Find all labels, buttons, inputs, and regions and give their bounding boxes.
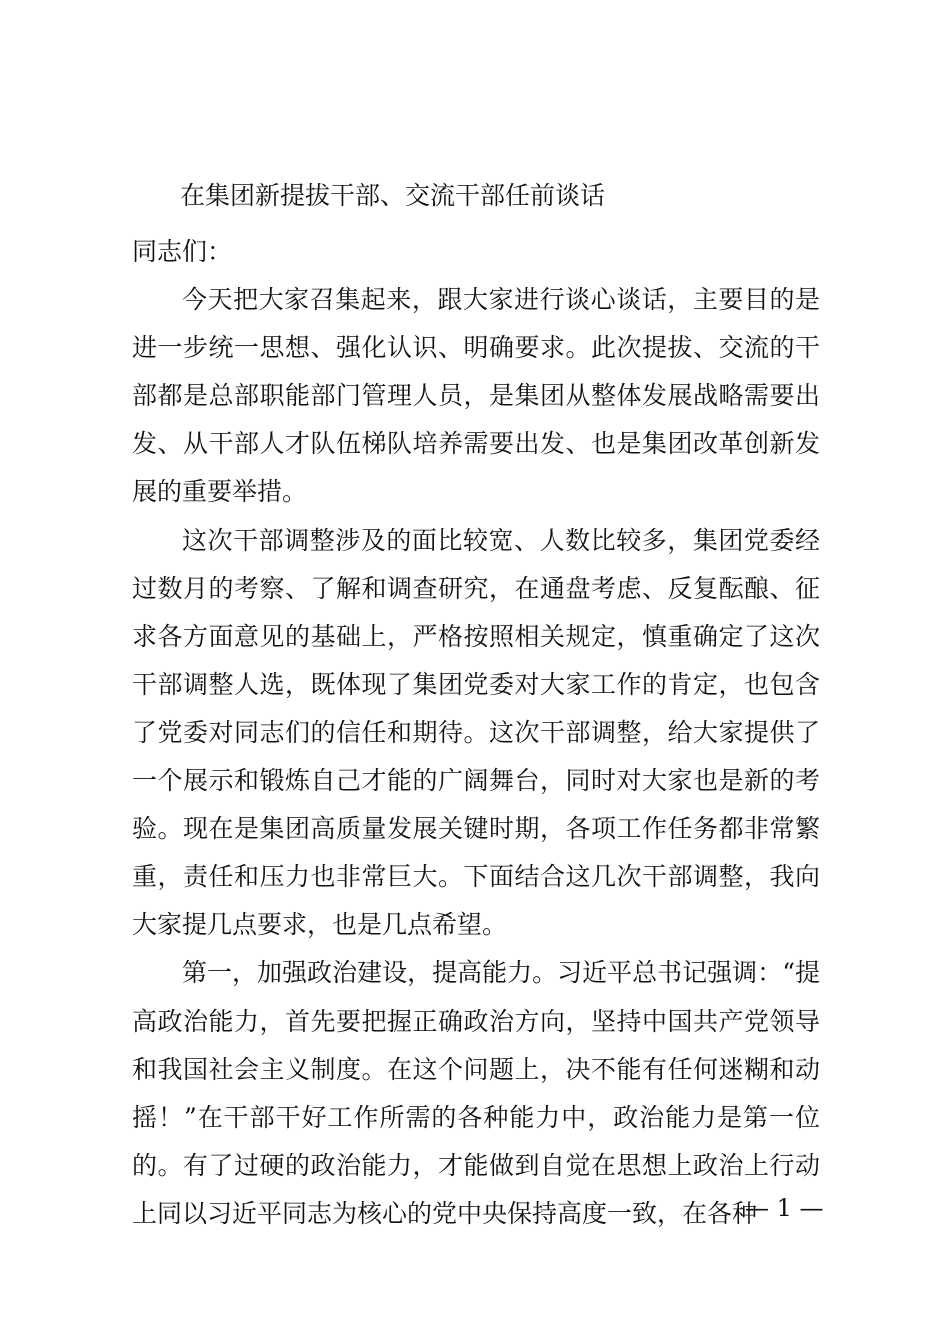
- salutation: 同志们：: [132, 237, 233, 266]
- document-title: 在集团新提拔干部、交流干部任前谈话: [180, 181, 606, 210]
- document-body: [132, 228, 820, 1238]
- page-number: — 1 —: [745, 1194, 824, 1222]
- paragraph-3: 第一，加强政治建设，提高能力。习近平总书记强调：“提高政治能力，首先要把握正确政治方向，坚持中国共产党领导和我国社会主义制度。在这个问题上，决不能有任何迷糊和动摇！”在干部干好工作所需的各种能力中，政治能力是第一位的。有了过硬的政治能力，才能做到自觉在思想上政治上行动上同以习近平同志为核心的党中央保持高度一致，在各种: [132, 958, 820, 1228]
- paragraph-1: 今天把大家召集起来，跟大家进行谈心谈话，主要目的是进一步统一思想、强化认识、明确要求。此次提拔、交流的干部都是总部职能部门管理人员，是集团从整体发展战略需要出发、从干部人才队伍梯队培养需要出发、也是集团改革创新发展的重要举措。: [132, 285, 820, 507]
- paragraph-2: 这次干部调整涉及的面比较宽、人数比较多，集团党委经过数月的考察、了解和调查研究，在通盘考虑、反复酝酿、征求各方面意见的基础上，严格按照相关规定，慎重确定了这次干部调整人选，既体现了集团党委对大家工作的肯定，也包含了党委对同志们的信任和期待。这次干部调整，给大家提供了一个展示和锻炼自己才能的广阔舞台，同时对大家也是新的考验。现在是集团高质量发展关键时期，各项工作任务都非常繁重，责任和压力也非常巨大。下面结合这几次干部调整，我向大家提几点要求，也是几点希望。: [132, 525, 820, 940]
